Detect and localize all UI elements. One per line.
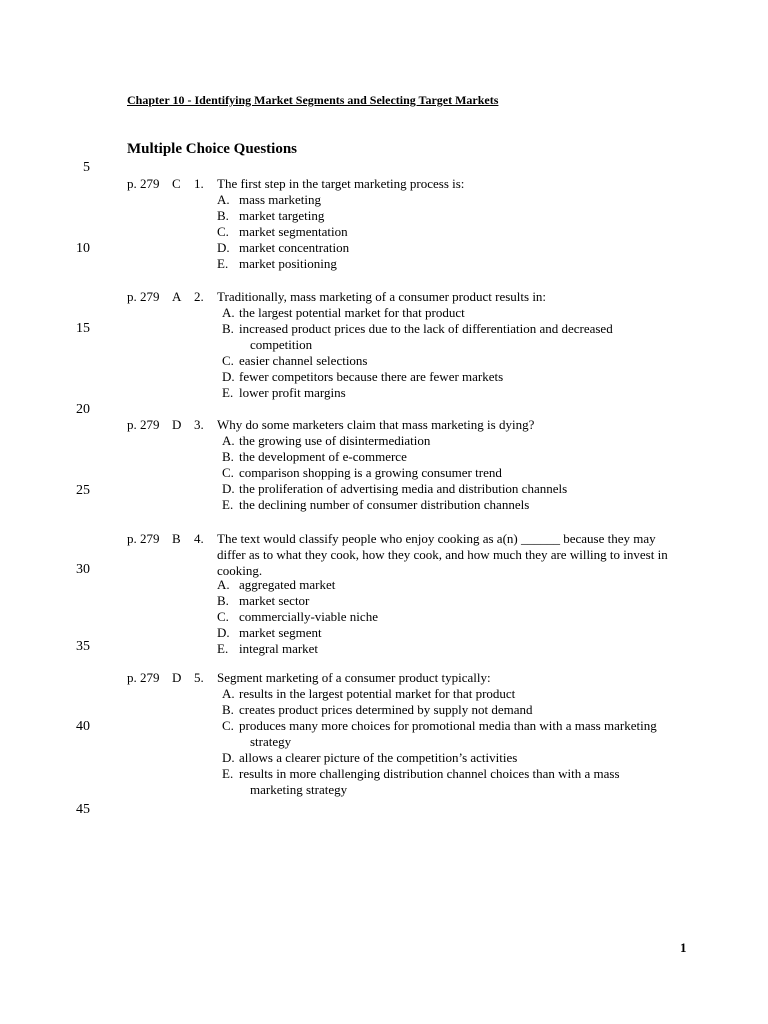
choice: B. market targeting [217, 208, 325, 223]
line-number: 30 [76, 562, 90, 577]
page-reference: p. 279 [127, 289, 160, 304]
choice-list [222, 433, 692, 513]
question-stem: Why do some marketers claim that mass marketing is dying? [217, 417, 535, 432]
question-stem: The text would classify people who enjoy cooking as a(n) ______ because they may differ as to what they cook, how they cook, and how much they are willing to invest in cooking. [217, 531, 668, 578]
choice: B. creates product prices determined by supply not demand [222, 702, 533, 717]
choice: C. comparison shopping is a growing consumer trend [222, 465, 502, 480]
page-reference: p. 279 [127, 670, 160, 685]
line-number: 20 [76, 402, 90, 417]
question-stem: Traditionally, mass marketing of a consumer product results in: [217, 289, 547, 304]
choice-list [222, 305, 692, 401]
answer-key: D [172, 417, 182, 432]
page-reference: p. 279 [127, 531, 160, 546]
choice: E. market positioning [217, 256, 337, 271]
choice: A. mass marketing [217, 192, 321, 207]
page-reference: p. 279 [127, 417, 160, 432]
choice: E. integral market [217, 641, 319, 656]
section-title: Multiple Choice Questions [127, 141, 298, 157]
choice: A. the growing use of disintermediation [222, 433, 431, 448]
choice: D. the proliferation of advertising media and distribution channels [222, 481, 568, 496]
question-number: 2. [194, 289, 204, 304]
question-number: 4. [194, 531, 204, 546]
choice: D. allows a clearer picture of the competition’s activities [222, 750, 518, 765]
question-number: 5. [194, 670, 204, 685]
line-number: 35 [76, 639, 90, 654]
line-number: 5 [83, 160, 90, 175]
chapter-title: Chapter 10 - Identifying Market Segments and Selecting Target Markets [127, 93, 499, 107]
page-reference: p. 279 [127, 176, 160, 191]
choice: C. easier channel selections [222, 353, 368, 368]
choice: C. commercially-viable niche [217, 609, 378, 624]
choice: B. market sector [217, 593, 310, 608]
choice-list [217, 192, 687, 272]
choice: B. the development of e-commerce [222, 449, 407, 464]
question-stem: Segment marketing of a consumer product typically: [217, 670, 491, 685]
line-number: 45 [76, 802, 90, 817]
choice: A. the largest potential market for that product [222, 305, 465, 320]
choice-list [217, 577, 687, 657]
answer-key: A [172, 289, 182, 304]
choice: E. lower profit margins [222, 385, 346, 400]
choice: A. results in the largest potential market for that product [222, 686, 516, 701]
question-stem: The first step in the target marketing process is: [217, 176, 465, 191]
question-number: 3. [194, 417, 204, 432]
answer-key: D [172, 670, 182, 685]
answer-key: C [172, 176, 181, 191]
page-number: 1 [680, 940, 687, 955]
choice: A. aggregated market [217, 577, 336, 592]
choice: E. results in more challenging distribution channel choices than with a mass marketing strategy [222, 766, 620, 797]
line-number: 40 [76, 719, 90, 734]
choice: D. fewer competitors because there are fewer markets [222, 369, 504, 384]
choice: E. the declining number of consumer distribution channels [222, 497, 530, 512]
choice: C. market segmentation [217, 224, 348, 239]
choice: D. market segment [217, 625, 322, 640]
choice: C. produces many more choices for promotional media than with a mass marketing strategy [222, 718, 657, 749]
question-number: 1. [194, 176, 204, 191]
line-number: 10 [76, 241, 90, 256]
answer-key: B [172, 531, 181, 546]
line-number: 25 [76, 483, 90, 498]
line-number: 15 [76, 321, 90, 336]
choice-list [222, 686, 692, 798]
choice: B. increased product prices due to the lack of differentiation and decreased competition [222, 321, 613, 352]
choice: D. market concentration [217, 240, 350, 255]
